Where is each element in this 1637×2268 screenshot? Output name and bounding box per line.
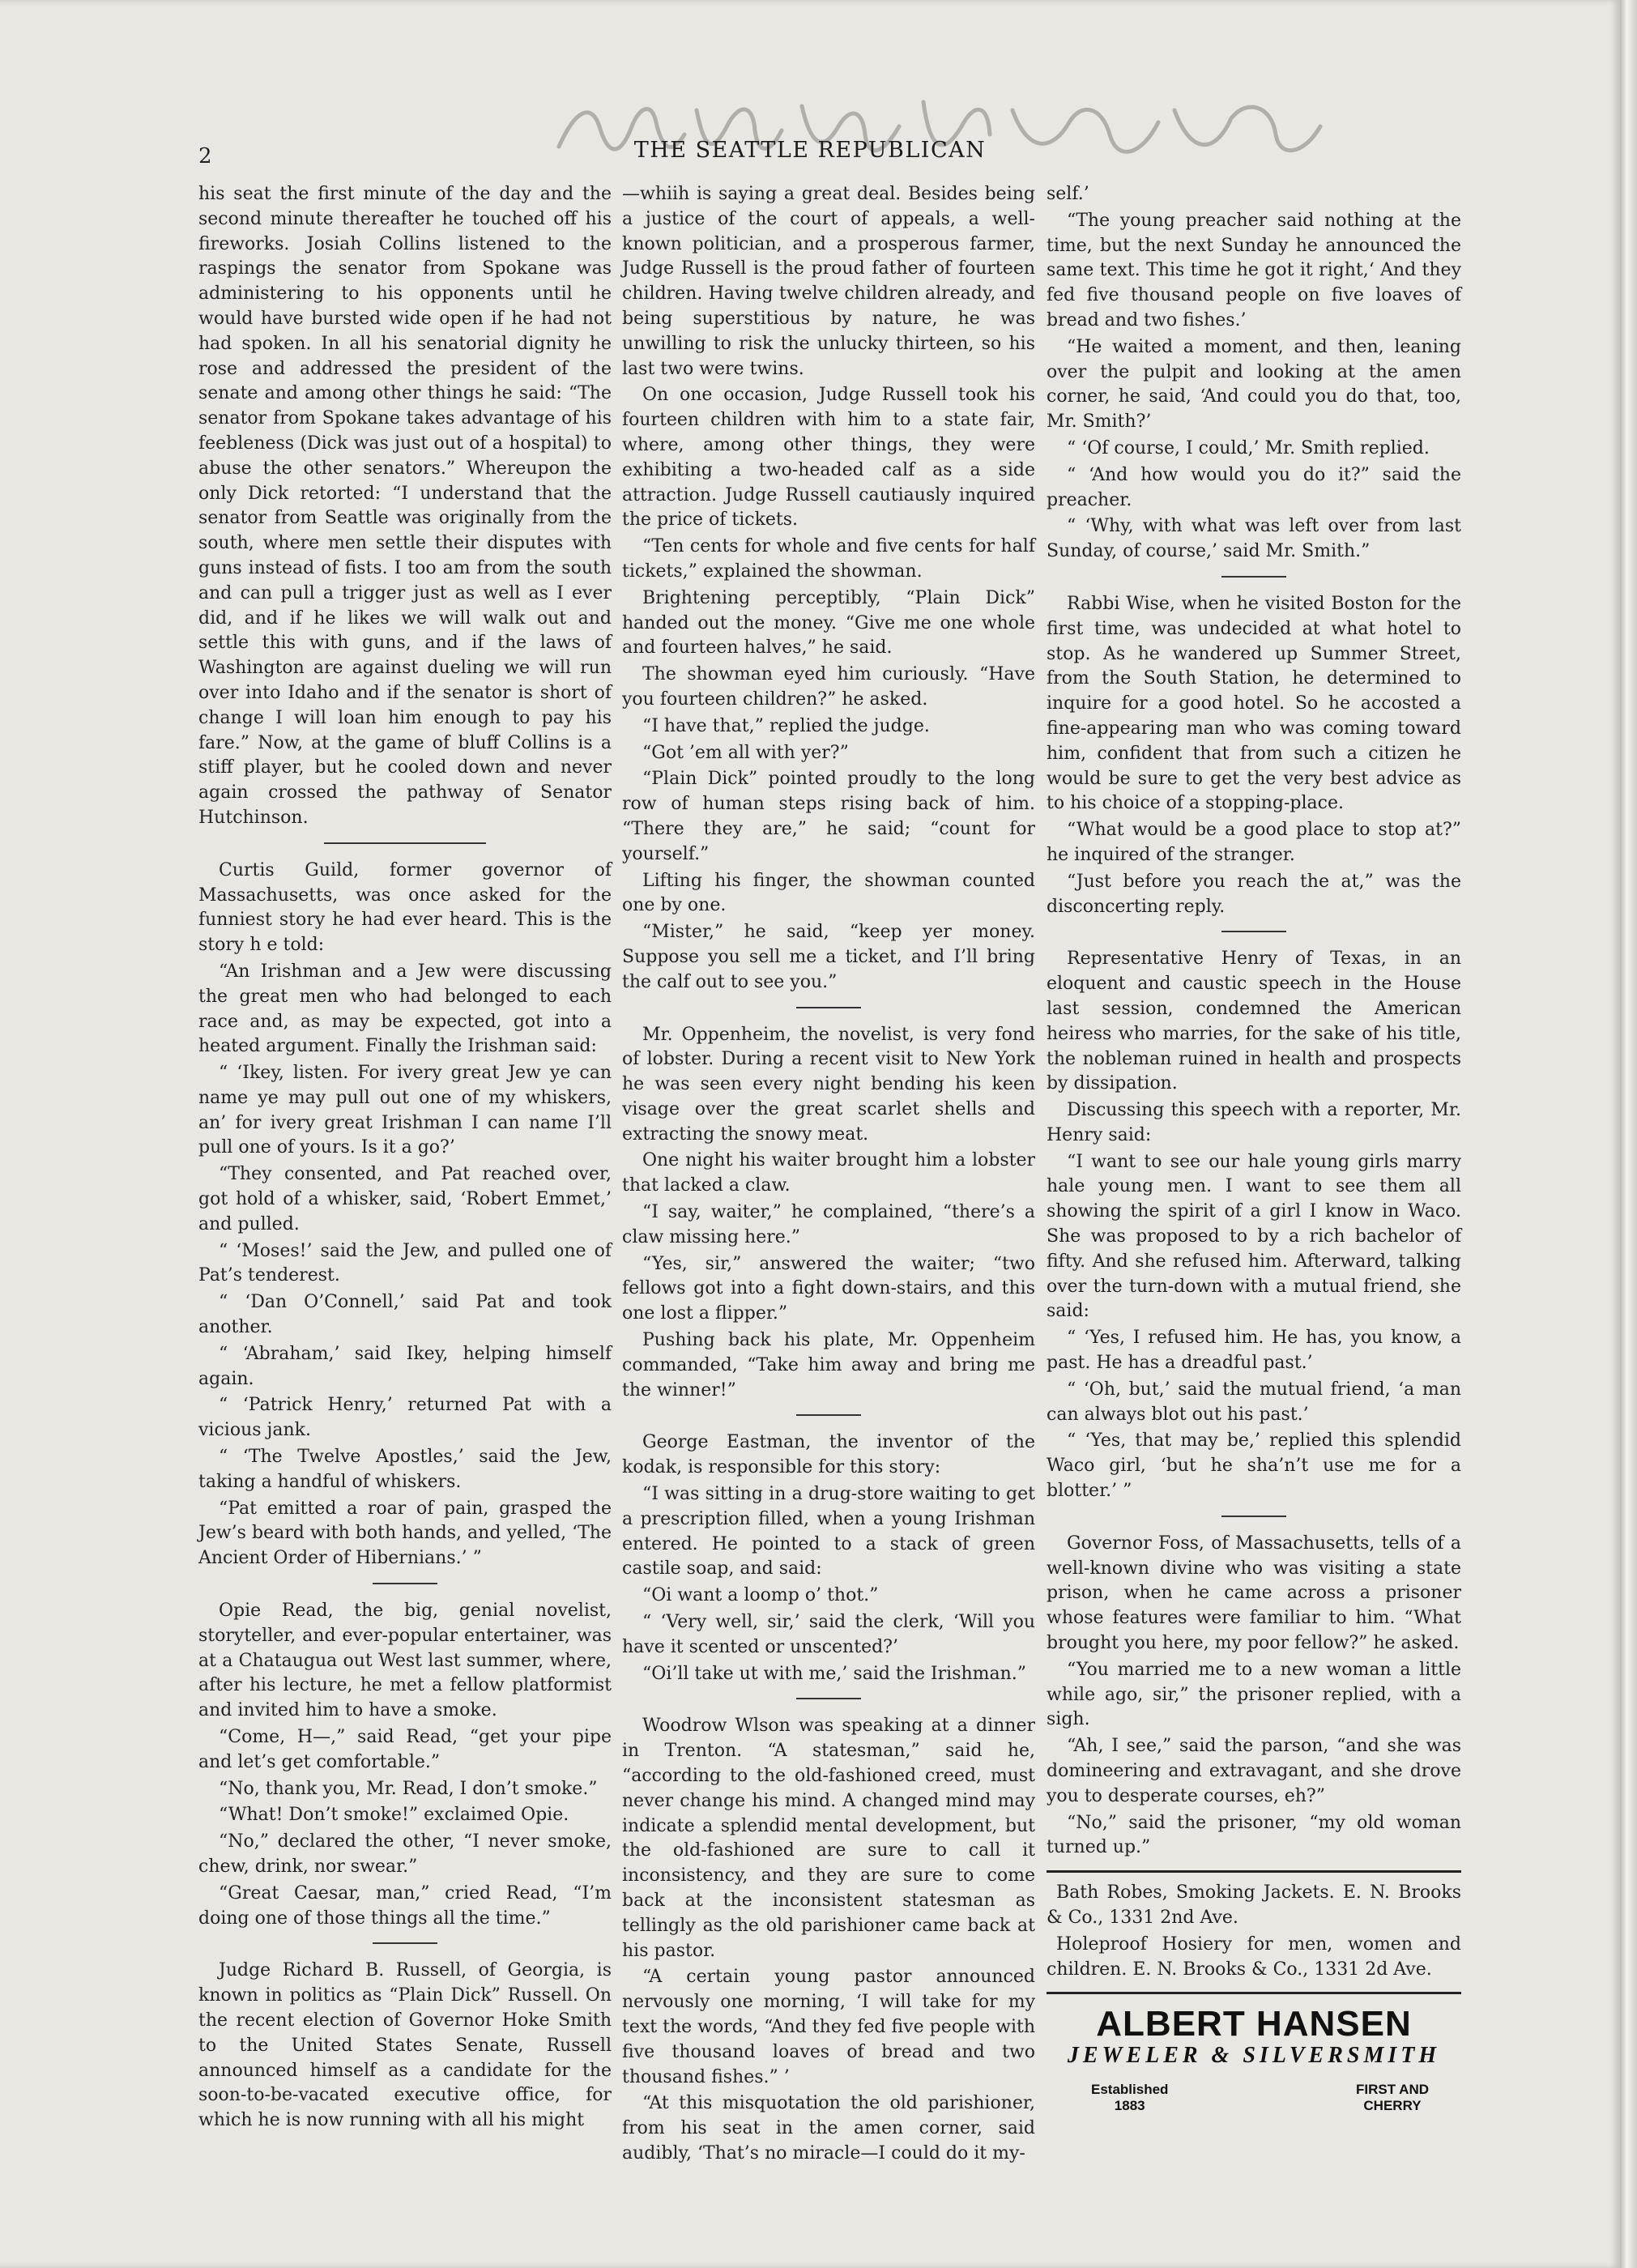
article-paragraph: “At this misquotation the old parishioner, from his seat in the amen corner, said audibly, ‘That’s no miracle—I could do it my-	[622, 2093, 1035, 2164]
jeweler-advertisement	[1047, 2004, 1461, 2114]
article-divider	[373, 1583, 437, 1584]
article-paragraph: “I was sitting in a drug-store waiting to get a prescription filled, when a young Irishman entered. He pointed to a stack of green castile soap, and said:	[622, 1484, 1035, 1580]
article-paragraph: “ ‘Patrick Henry,’ returned Pat with a vicious jank.	[198, 1395, 612, 1441]
article-paragraph: Mr. Oppenheim, the novelist, is very fond of lobster. During a recent visit to New York he was seen every night bending his keen visage over the great scarlet shells and extracting the snowy meat.	[622, 1024, 1035, 1145]
article-paragraph: “No,” declared the other, “I never smoke, chew, drink, nor swear.”	[198, 1831, 612, 1877]
article-paragraph: Representative Henry of Texas, in an eloquent and caustic speech in the House last session, condemned the American heiress who marries, for the sake of his title, the nobleman ruined in health and prospects by dissipation.	[1047, 949, 1461, 1094]
article-paragraph: “No, thank you, Mr. Read, I don’t smoke.”	[219, 1778, 598, 1799]
article-paragraph: Curtis Guild, former governor of Massachusetts, was once asked for the funniest story he had ever heard. This is the story h e told:	[198, 859, 612, 956]
article-paragraph: “What would be a good place to stop at?” he inquired of the stranger.	[1047, 820, 1461, 865]
article-paragraph: “ ‘The Twelve Apostles,’ said the Jew, taking a handful of whiskers.	[198, 1447, 612, 1492]
article-paragraph: “ ‘Abraham,’ said Ikey, helping himself again.	[198, 1343, 612, 1389]
article-paragraph: self.’	[1047, 184, 1089, 204]
article-paragraph: Rabbi Wise, when he visited Boston for the first time, was undecided at what hotel to stop. As he wandered up Summer Street, from the South Station, he determined to inquire for a good hotel. So he accosted a fine-appearing man who was coming toward him, confident that from such a citizen he would be sure to get the very best advice as to his choice of a stopping-place.	[1047, 593, 1461, 814]
article-paragraph: “Mister,” he said, “keep yer money. Suppose you sell me a ticket, and I’ll bring the calf out to see you.”	[622, 922, 1035, 992]
article-paragraph: “They consented, and Pat reached over, got hold of a whisker, said, ‘Robert Emmet,’ and pulled.	[198, 1164, 612, 1234]
article-paragraph: “Ten cents for whole and five cents for half tickets,” explained the showman.	[622, 536, 1035, 582]
article-paragraph: Woodrow Wlson was speaking at a dinner in Trenton. “A statesman,” said he, “according to the old-fashioned creed, must never change his mind. A changed mind may indicate a splendid mental development, but the old-fashioned are sure to call it inconsistency, and they are sure to come back at the inconsistent statesman as tellingly as the old parishioner came back at his pastor.	[622, 1716, 1035, 1961]
article-divider	[373, 1942, 437, 1944]
article-paragraph: “You married me to a new woman a little while ago, sir,” the prisoner replied, with a sigh.	[1047, 1659, 1461, 1730]
article-paragraph: “ ‘Why, with what was left over from last Sunday, of course,’ said Mr. Smith.”	[1047, 516, 1461, 562]
article-paragraph: “I say, waiter,” he complained, “there’s a claw missing here.”	[622, 1202, 1035, 1247]
page-edge	[1620, 0, 1637, 2268]
article-paragraph: Judge Richard B. Russell, of Georgia, is known in politics as “Plain Dick” Russell. On the recent election of Governor Hoke Smith to the United States Senate, Russell announced himself as a candidate for the soon-to-be-vacated executive office, for which he is now running with all his might	[198, 1960, 612, 2131]
classified-ad: Bath Robes, Smoking Jackets. E. N. Brooks & Co., 1331 2nd Ave.	[1047, 1882, 1461, 1928]
article-paragraph: “ ‘Dan O’Connell,’ said Pat and took another.	[198, 1292, 612, 1338]
section-rule	[1047, 1870, 1461, 1873]
column-1	[198, 182, 612, 2135]
article-divider	[1221, 931, 1286, 932]
article-paragraph: “ ‘Ikey, listen. For ivery great Jew ye can name ye may pull out one of my whiskers, an’ for ivery great Irishman I can name I’ll pull one of yours. Is it a go?’	[198, 1063, 612, 1158]
article-paragraph: “Ah, I see,” said the parson, “and she was domineering and extravagant, and she drove you to desperate courses, eh?”	[1047, 1736, 1461, 1806]
ad-location-line: FIRST AND	[1355, 2081, 1429, 2097]
article-paragraph: “Oi want a loomp o’ thot.”	[642, 1585, 879, 1606]
article-paragraph: “I want to see our hale young girls marry hale young men. I want to see them all showing the spirit of a girl I know in Waco. She was proposed to by a rich bachelor of fifty. And she refused him. Afterward, talking over the turn-down with a mutual friend, she said:	[1047, 1151, 1461, 1322]
article-divider	[324, 842, 486, 844]
article-paragraph: Pushing back his plate, Mr. Oppenheim commanded, “Take him away and bring me the winner!”	[622, 1330, 1035, 1400]
article-paragraph: Brightening perceptibly, “Plain Dick” handed out the money. “Give me one whole and fourteen halves,” he said.	[622, 587, 1035, 659]
article-divider	[796, 1414, 861, 1416]
article-paragraph: “I have that,” replied the judge.	[642, 715, 930, 736]
article-paragraph: “Oi’ll take ut with me,’ said the Irishman.”	[642, 1663, 1027, 1684]
article-paragraph: “He waited a moment, and then, leaning over the pulpit and looking at the amen corner, he said, ‘And could you do that, too, Mr. Smith?’	[1047, 336, 1461, 433]
column-3	[1047, 182, 1461, 2114]
page-number: 2	[198, 144, 212, 168]
article-divider	[1221, 1516, 1286, 1517]
article-paragraph: Lifting his finger, the showman counted one by one.	[622, 870, 1035, 916]
article-paragraph: “Just before you reach the at,” was the disconcerting reply.	[1047, 871, 1461, 917]
article-paragraph: One night his waiter brought him a lobster that lacked a claw.	[622, 1150, 1035, 1196]
classified-ad: Holeproof Hosiery for men, women and children. E. N. Brooks & Co., 1331 2d Ave.	[1047, 1933, 1461, 1980]
article-paragraph: —whiih is saying a great deal. Besides being a justice of the court of appeals, a well-known politician, and a prosperous farmer, Judge Russell is the proud father of fourteen children. Having twelve children already, and being superstitious by nature, he was unwilling to risk the unlucky thirteen, so his last two were twins.	[622, 184, 1035, 379]
column-2	[622, 182, 1035, 2168]
article-paragraph: “Got ’em all with yer?”	[642, 742, 849, 763]
article-divider	[796, 1007, 861, 1008]
article-paragraph: “An Irishman and a Jew were discussing the great men who had belonged to each race and, as may be expected, got into a heated argument. Finally the Irishman said:	[198, 961, 612, 1057]
article-paragraph: “A certain young pastor announced nervously one morning, ‘I will take for my text the words, “And they fed five people with five thousand loaves of bread and two thousand fishes.” ’	[622, 1967, 1035, 2087]
article-divider	[1221, 576, 1286, 578]
article-paragraph: “ ‘And how would you do it?” said the preacher.	[1047, 464, 1461, 510]
handwritten-signature	[543, 78, 1336, 183]
article-paragraph: “No,” said the prisoner, “my old woman turned up.”	[1047, 1812, 1461, 1858]
article-paragraph: “The young preacher said nothing at the time, but the next Sunday he announced the same text. This time he got it right,‘ And they fed five thousand people on five loaves of bread and two fishes.’	[1047, 210, 1461, 330]
article-paragraph: Governor Foss, of Massachusetts, tells of a well-known divine who was visiting a state prison, when he came across a prisoner whose features were familiar to him. “What brought you here, my poor fellow?” he asked.	[1047, 1533, 1461, 1654]
masthead: THE SEATTLE REPUBLICAN	[633, 138, 987, 163]
ad-business-name: ALBERT HANSEN	[1096, 2004, 1412, 2044]
article-paragraph: his seat the first minute of the day and the second minute thereafter he touched off his fireworks. Josiah Collins listened to the raspings the senator from Spokane was administering to his opponents until he would have bursted wide open if he had not had spoken. In all his senatorial dignity he rose and addressed the president of the senate and among other things he said: “The senator from Spokane takes advantage of his feebleness (Dick was just out of a hospital) to abuse the other senators.” Whereupon the only Dick retorted: “I understand that the senator from Seattle was originally from the south, where men settle their disputes with guns instead of fists. I too am from the south and can pull a trigger just as well as I ever did, and if he likes we will walk out and settle this with guns, and if the laws of Washington are against dueling we will run over into Idaho and if the senator is short of change I will loan him enough to pay his fare.” Now, at the game of bluff Collins is a stiff player, but he cooled down and never again crossed the pathway of Senator Hutchinson.	[198, 184, 612, 828]
article-paragraph: “Pat emitted a roar of pain, grasped the Jew’s beard with both hands, and yelled, ‘The Ancient Order of Hibernians.’ ”	[198, 1498, 612, 1569]
article-paragraph: “ ‘Yes, I refused him. He has, you know, a past. He has a dreadful past.’	[1047, 1328, 1461, 1374]
article-paragraph: “ ‘Moses!’ said the Jew, and pulled one of Pat’s tenderest.	[198, 1240, 612, 1286]
article-paragraph: “Yes, sir,” answered the waiter; “two fellows got into a fight down-stairs, and this one lost a flipper.”	[622, 1253, 1035, 1324]
article-paragraph: “ ‘Oh, but,’ said the mutual friend, ‘a man can always blot out his past.’	[1047, 1379, 1461, 1425]
article-paragraph: “Come, H—,” said Read, “get your pipe and let’s get comfortable.”	[198, 1727, 612, 1772]
section-rule	[1047, 1992, 1461, 1994]
ad-established-label: Established	[1091, 2081, 1169, 2097]
article-paragraph: “ ‘Of course, I could,’ Mr. Smith replied.	[1067, 437, 1430, 458]
article-paragraph: “ ‘Yes, that may be,’ replied this splendid Waco girl, ‘but he sha’n’t use me for a blotter.’ ”	[1047, 1430, 1461, 1502]
article-paragraph: Discussing this speech with a reporter, Mr. Henry said:	[1047, 1100, 1461, 1145]
article-divider	[796, 1698, 861, 1699]
article-paragraph: “ ‘Very well, sir,’ said the clerk, ‘Will you have it scented or unscented?’	[622, 1612, 1035, 1657]
ad-established-year: 1883	[1114, 2097, 1145, 2113]
article-paragraph: George Eastman, the inventor of the kodak, is responsible for this story:	[622, 1432, 1035, 1478]
article-paragraph: Opie Read, the big, genial novelist, storyteller, and ever-popular entertainer, was at a Chataugua out West last summer, where, after his lecture, he met a fellow platformist and invited him to have a smoke.	[198, 1601, 612, 1721]
article-paragraph: “Plain Dick” pointed proudly to the long row of human steps rising back of him. “There they are,” he said; “count for yourself.”	[622, 769, 1035, 864]
article-paragraph: “What! Don’t smoke!” exclaimed Opie.	[219, 1805, 569, 1826]
article-paragraph: The showman eyed him curiously. “Have you fourteen children?” he asked.	[622, 664, 1035, 710]
article-paragraph: On one occasion, Judge Russell took his fourteen children with him to a state fair, where, among other things, they were exhibiting a two-headed calf as a side attraction. Judge Russell cautiausly inquired the price of tickets.	[622, 385, 1035, 531]
article-paragraph: “Great Caesar, man,” cried Read, “I’m doing one of those things all the time.”	[198, 1882, 612, 1929]
ad-trade-line: JEWELER & SILVERSMITH	[1067, 2043, 1441, 2069]
ad-location-line: CHERRY	[1363, 2097, 1422, 2113]
